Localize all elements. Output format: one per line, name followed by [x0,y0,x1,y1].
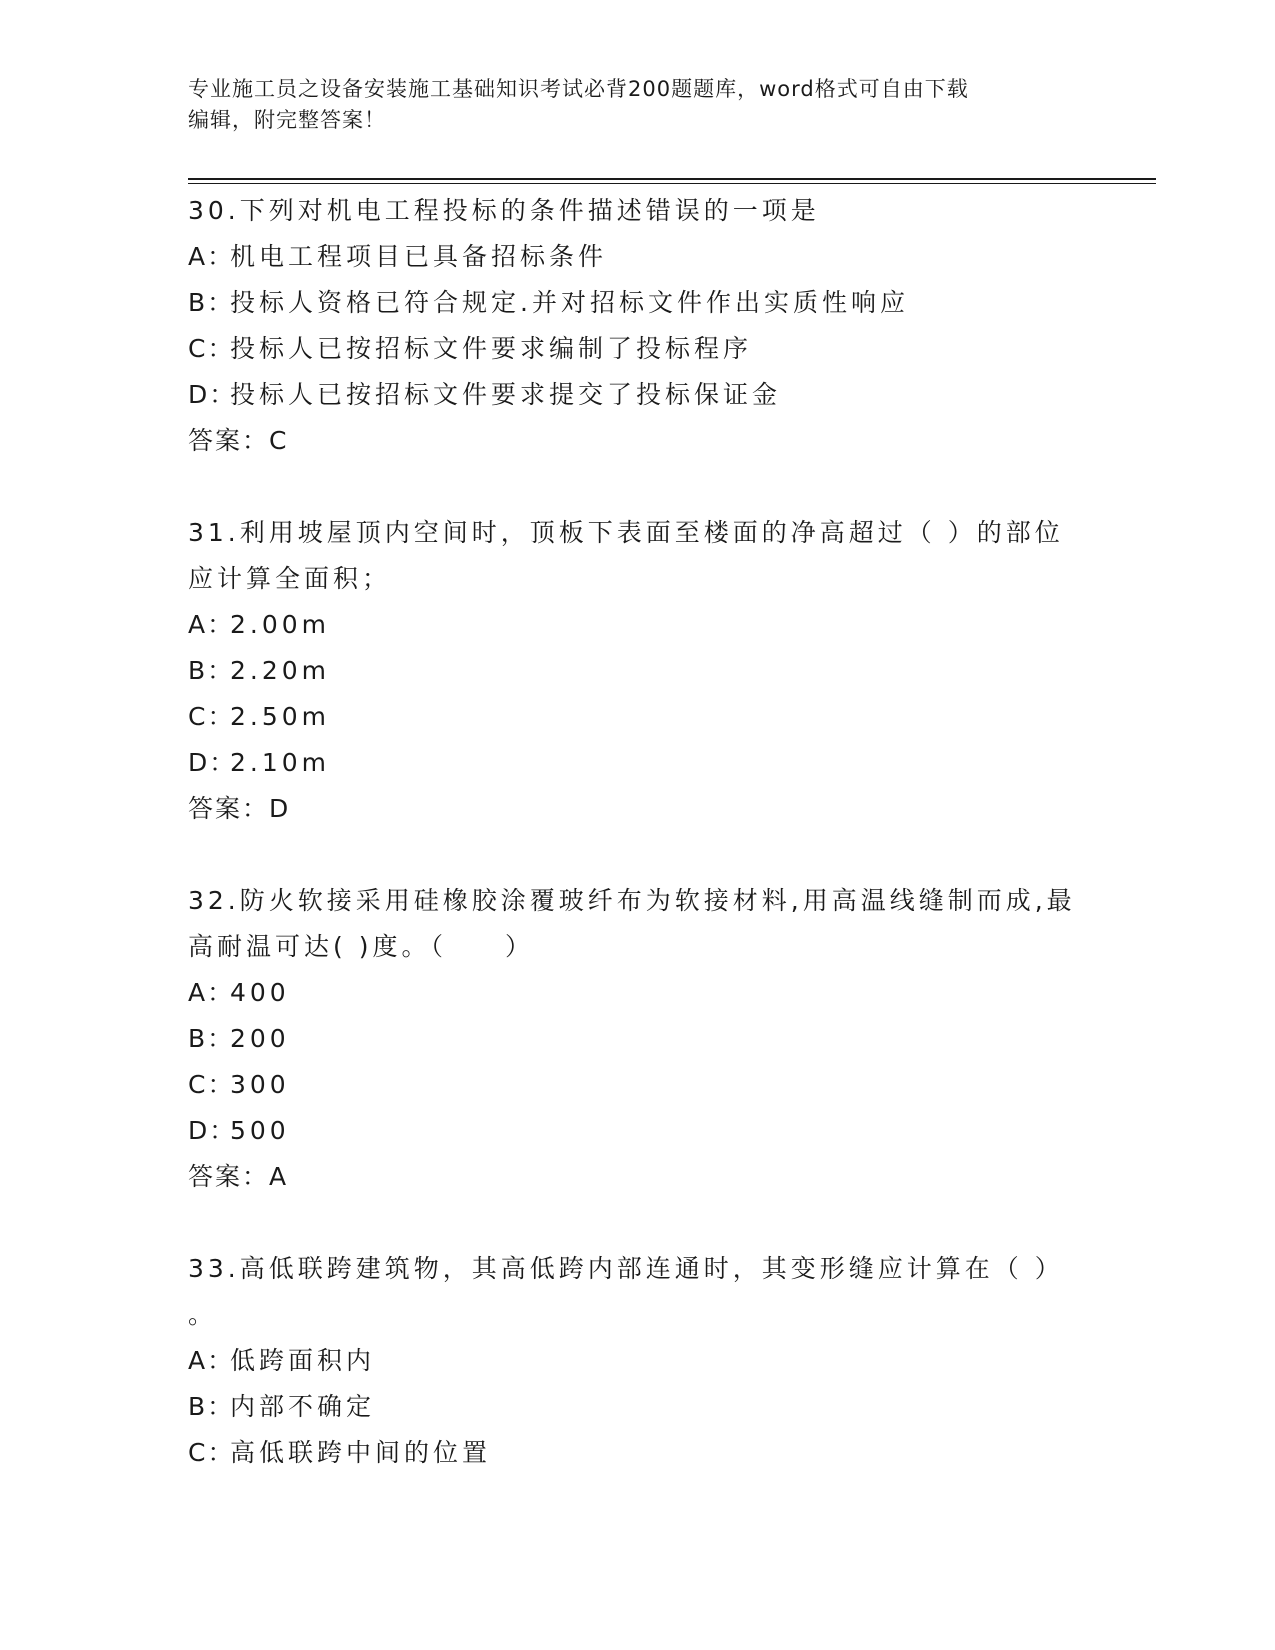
question-text: 33.高低联跨建筑物，其高低跨内部连通时，其变形缝应计算在（ ） [188,1254,1064,1283]
option-item [188,602,1088,648]
option-item [188,1108,1088,1154]
option-key: B： [188,288,235,317]
option-key: A： [188,610,235,639]
option-item [188,326,1088,372]
option-text: 2.20m [230,656,331,685]
header-line-2: 编辑，附完整答案！ [188,108,386,132]
option-text: 400 [230,978,290,1007]
answer-value: D [269,794,291,823]
option-text: 投标人已按招标文件要求编制了投标程序 [230,334,753,363]
option-text: 投标人已按招标文件要求提交了投标保证金 [230,380,782,409]
question-text: 应计算全面积； [188,564,392,593]
question-block [188,878,1088,1246]
question-spacer [188,1200,1088,1246]
option-key: C： [188,1438,235,1467]
answer-line [188,786,1088,832]
option-key: D： [188,748,237,777]
header-line-1: 专业施工员之设备安装施工基础知识考试必背200题题库，word格式可自由下载 [188,77,969,101]
header-divider-thin [188,183,1156,184]
option-item [188,1384,1088,1430]
option-text: 2.50m [230,702,331,731]
answer-value: A [269,1162,289,1191]
option-key: B： [188,1024,235,1053]
header-divider-thick [188,178,1156,180]
option-item [188,970,1088,1016]
option-text: 500 [230,1116,290,1145]
question-list [188,188,1088,1476]
option-key: B： [188,1392,235,1421]
option-key: C： [188,1070,235,1099]
question-text: 。 [188,1300,218,1329]
option-item [188,1016,1088,1062]
question-spacer [188,464,1088,510]
question-text: 32.防火软接采用硅橡胶涂覆玻纤布为软接材料,用高温线缝制而成,最 [188,886,1076,915]
question-block [188,1246,1088,1476]
option-item [188,648,1088,694]
option-item [188,372,1088,418]
option-item [188,1430,1088,1476]
option-text: 2.00m [230,610,331,639]
option-text: 内部不确定 [230,1392,376,1421]
answer-label: 答案： [188,794,270,823]
question-spacer [188,832,1088,878]
option-key: A： [188,1346,235,1375]
option-text: 投标人资格已符合规定.并对招标文件作出实质性响应 [230,288,909,317]
answer-line [188,418,1088,464]
option-item [188,234,1088,280]
option-key: D： [188,1116,237,1145]
question-block [188,510,1088,878]
question-block [188,188,1088,510]
option-item [188,280,1088,326]
option-text: 机电工程项目已具备招标条件 [230,242,608,271]
question-text: 31.利用坡屋顶内空间时，顶板下表面至楼面的净高超过（ ）的部位 [188,518,1064,547]
option-item [188,740,1088,786]
answer-label: 答案： [188,426,270,455]
question-text: 高耐温可达( )度。（ ） [188,932,534,961]
question-text: 30.下列对机电工程投标的条件描述错误的一项是 [188,196,820,225]
option-key: C： [188,334,235,363]
option-text: 300 [230,1070,290,1099]
answer-line [188,1154,1088,1200]
answer-value: C [269,426,289,455]
option-key: D： [188,380,237,409]
answer-label: 答案： [188,1162,270,1191]
document-header [188,74,1068,136]
option-key: B： [188,656,235,685]
option-text: 低跨面积内 [230,1346,376,1375]
option-key: C： [188,702,235,731]
option-text: 高低联跨中间的位置 [230,1438,492,1467]
option-key: A： [188,242,235,271]
option-item [188,1338,1088,1384]
option-item [188,1062,1088,1108]
option-item [188,694,1088,740]
option-key: A： [188,978,235,1007]
option-text: 200 [230,1024,290,1053]
option-text: 2.10m [230,748,331,777]
